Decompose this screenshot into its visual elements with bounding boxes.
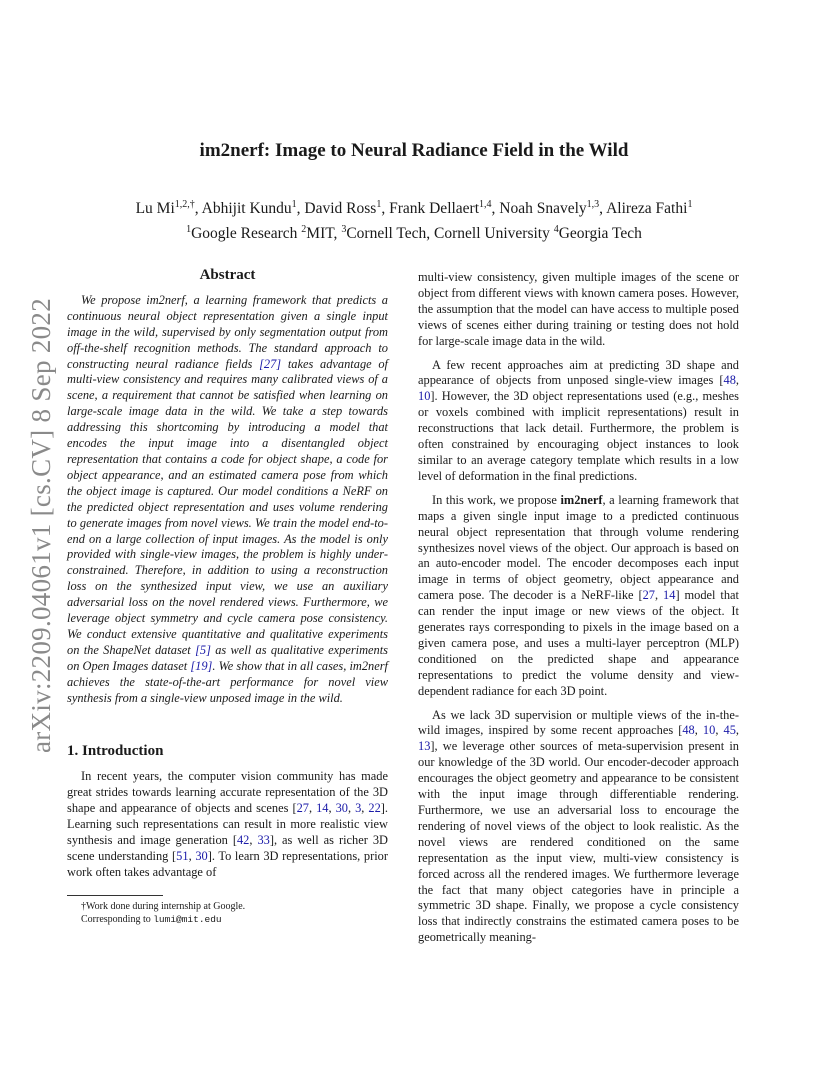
citation-link[interactable]: 27 [642,588,655,603]
footnote-internship: †Work done during internship at Google. [81,900,246,912]
affiliation: $^2$MIT, [301,224,338,243]
author-list: Lu $Mi^{1,2,\dagger}$, Abhijit Kundu$^1$, David Ross$^1$, Frank Dellaert$^{1,4}$, Noah Snavely$^{1,3}$, Alireza Fathi$^1$ [135,199,693,218]
author: Alireza Fathi$^1$ [606,199,693,218]
intro-paragraph: As we lack 3D supervision or multiple views of the in-the-wild images, inspired by some recent approaches [48, 10, 45, 13], we leverage other sources of meta-supervision present in our knowledge of the 3D world. Our encoder-decoder approach encourages the object geometry and appearance to be consistent with the input image through differentiable rendering. Furthermore, we use an adversarial loss to encourage the rendering of novel views of the object to look realistic. As the novel views are rendered conditioned on the same representation as the input view, multi-view consistency is forced across all the rendered images. We furthermore leverage the fact that many object categories have in principle a symmetric 3D shape. Finally, we propose a cycle consistency loss that indirectly constrains the estimated camera poses to be geometrically meaning- [418,707,739,945]
arxiv-id-text: arXiv:2209.04061v1 [cs.CV] 8 Sep 2022 [26,297,57,753]
footnote-divider [67,895,163,896]
affiliation: $^3$Cornell Tech, Cornell University [341,224,550,243]
citation-link[interactable]: [5] [195,642,211,657]
citation-link[interactable]: 27 [296,801,309,816]
paper-title: im2nerf: Image to Neural Radiance Field in the Wild [199,140,629,161]
citation-link[interactable]: 13 [418,739,431,754]
author: Lu $Mi^{1,2,\dagger}$ [135,199,195,218]
introduction-heading: 1. Introduction [67,743,164,760]
citation-link[interactable]: 3 [355,801,362,816]
citation-link[interactable]: 51 [176,848,189,863]
citation-link[interactable]: 10 [418,389,431,404]
citation-link[interactable]: 30 [195,848,208,863]
citation-link[interactable]: 14 [316,801,329,816]
affiliation: $^4$Georgia Tech [553,224,642,243]
intro-paragraph: multi-view consistency, given multiple images of the scene or object from different views with known camera poses. However, the assumption that the model can have access to multiple posed views of scenes either during training or testing does not hold for large-scale image data in the wild. [418,270,739,348]
abstract-text: We propose im2nerf, a learning framework that predicts a continuous neural object representation given a single input image in the wild, supervised by only segmentation output from off-the-shelf recognition methods. The standard approach to constructing neural radiance fields [27] takes advantage of multi-view consistency and requires many calibrated views of a scene, a requirement that cannot be satisfied when learning on large-scale image data in the wild. We take a step towards addressing this shortcoming by introducing a model that encodes the input image into a disentangled object representation that contains a code for object shape, a code for object appearance, and an estimated camera pose from which the object image is captured. Our model conditions a NeRF on the predicted object representation and uses volume rendering to generate images from novel views. We train the model end-to-end on a large collection of input images. As the model is only provided with single-view images, the problem is highly under-constrained. Therefore, in addition to using a reconstruction loss on the synthesized input view, we use an auxiliary adversarial loss on the novel rendered views. Furthermore, we leverage object symmetry and cycle camera pose consistency. We conduct extensive quantitative and qualitative experiments on the ShapeNet dataset [5] as well as qualitative experiments on Open Images dataset [19]. We show that in all cases, im2nerf achieves the state-of-the-art performance for novel view synthesis from a single-view unposed image in the wild. [67,292,389,705]
author: Noah Snavely$^{1,3}$ [499,199,600,218]
citation-link[interactable]: 14 [663,588,676,603]
citation-link[interactable]: 10 [702,723,716,738]
method-name: im2nerf [560,492,603,507]
affiliation-list [0,219,828,244]
author: Frank Dellaert$^{1,4}$ [389,199,492,218]
contact-email[interactable]: lumi@mit.edu [153,913,222,925]
citation-link[interactable]: 22 [368,801,381,816]
left-column [67,268,388,926]
citation-link[interactable]: 30 [335,801,348,816]
right-column [418,270,739,954]
footnote-correspondence: Corresponding to lumi@mit.edu [81,913,222,925]
citation-link[interactable]: [27] [259,356,282,371]
intro-paragraph: In this work, we propose im2nerf, a learning framework that maps a given single input image to a predicted continuous neural object representation that through volume rendering synthesizes novel views of the object. Our approach is based on an auto-encoder model. The encoder decomposes each input image in terms of object geometry, object appearance and camera pose. The decoder is a NeRF-like [27, 14] model that can render the input image or new views of the object. It generates rays corresponding to pixels in the image based on a given camera pose, and uses a multi-layer perceptron (MLP) conditioned on the predicted shape and appearance representations to predict the volume density and view-dependent radiance for each 3D point. [418,492,739,698]
arxiv-identifier-stamp [22,290,62,760]
author-block [0,194,828,244]
citation-link[interactable]: 45 [723,723,736,738]
intro-paragraph: In recent years, the computer vision community has made great strides towards learning accurate representation of the 3D shape and appearance of objects and scenes [27, 14, 30, 3, 22]. Learning such representations can result in more realistic view synthesis and image generation [42, 33], as well as richer 3D scene understanding [51, 30]. To learn 3D representations, prior work often takes advantage of [67,769,389,879]
intro-paragraph: A few recent approaches aim at predicting 3D shape and appearance of objects from unposed single-view images [48, 10]. However, the 3D object representations used (e.g., meshes or voxels combined with implicit representations) result in reconstructions that lack detail. Furthermore, the problem is often constrained by encouraging object instances to look similar to an average category template which results in a low level of deformation in the final predictions. [418,357,739,483]
citation-link[interactable]: 48 [682,723,695,738]
affiliation: $^1$Google Research [186,224,298,243]
citation-link[interactable]: [19] [190,658,213,673]
citation-link[interactable]: 33 [257,833,270,847]
author: David Ross$^1$ [304,199,382,218]
abstract-heading: Abstract [199,267,256,283]
citation-link[interactable]: 48 [723,373,736,388]
author: Abhijit Kundu$^1$ [201,199,297,218]
citation-link[interactable]: 42 [236,833,250,847]
